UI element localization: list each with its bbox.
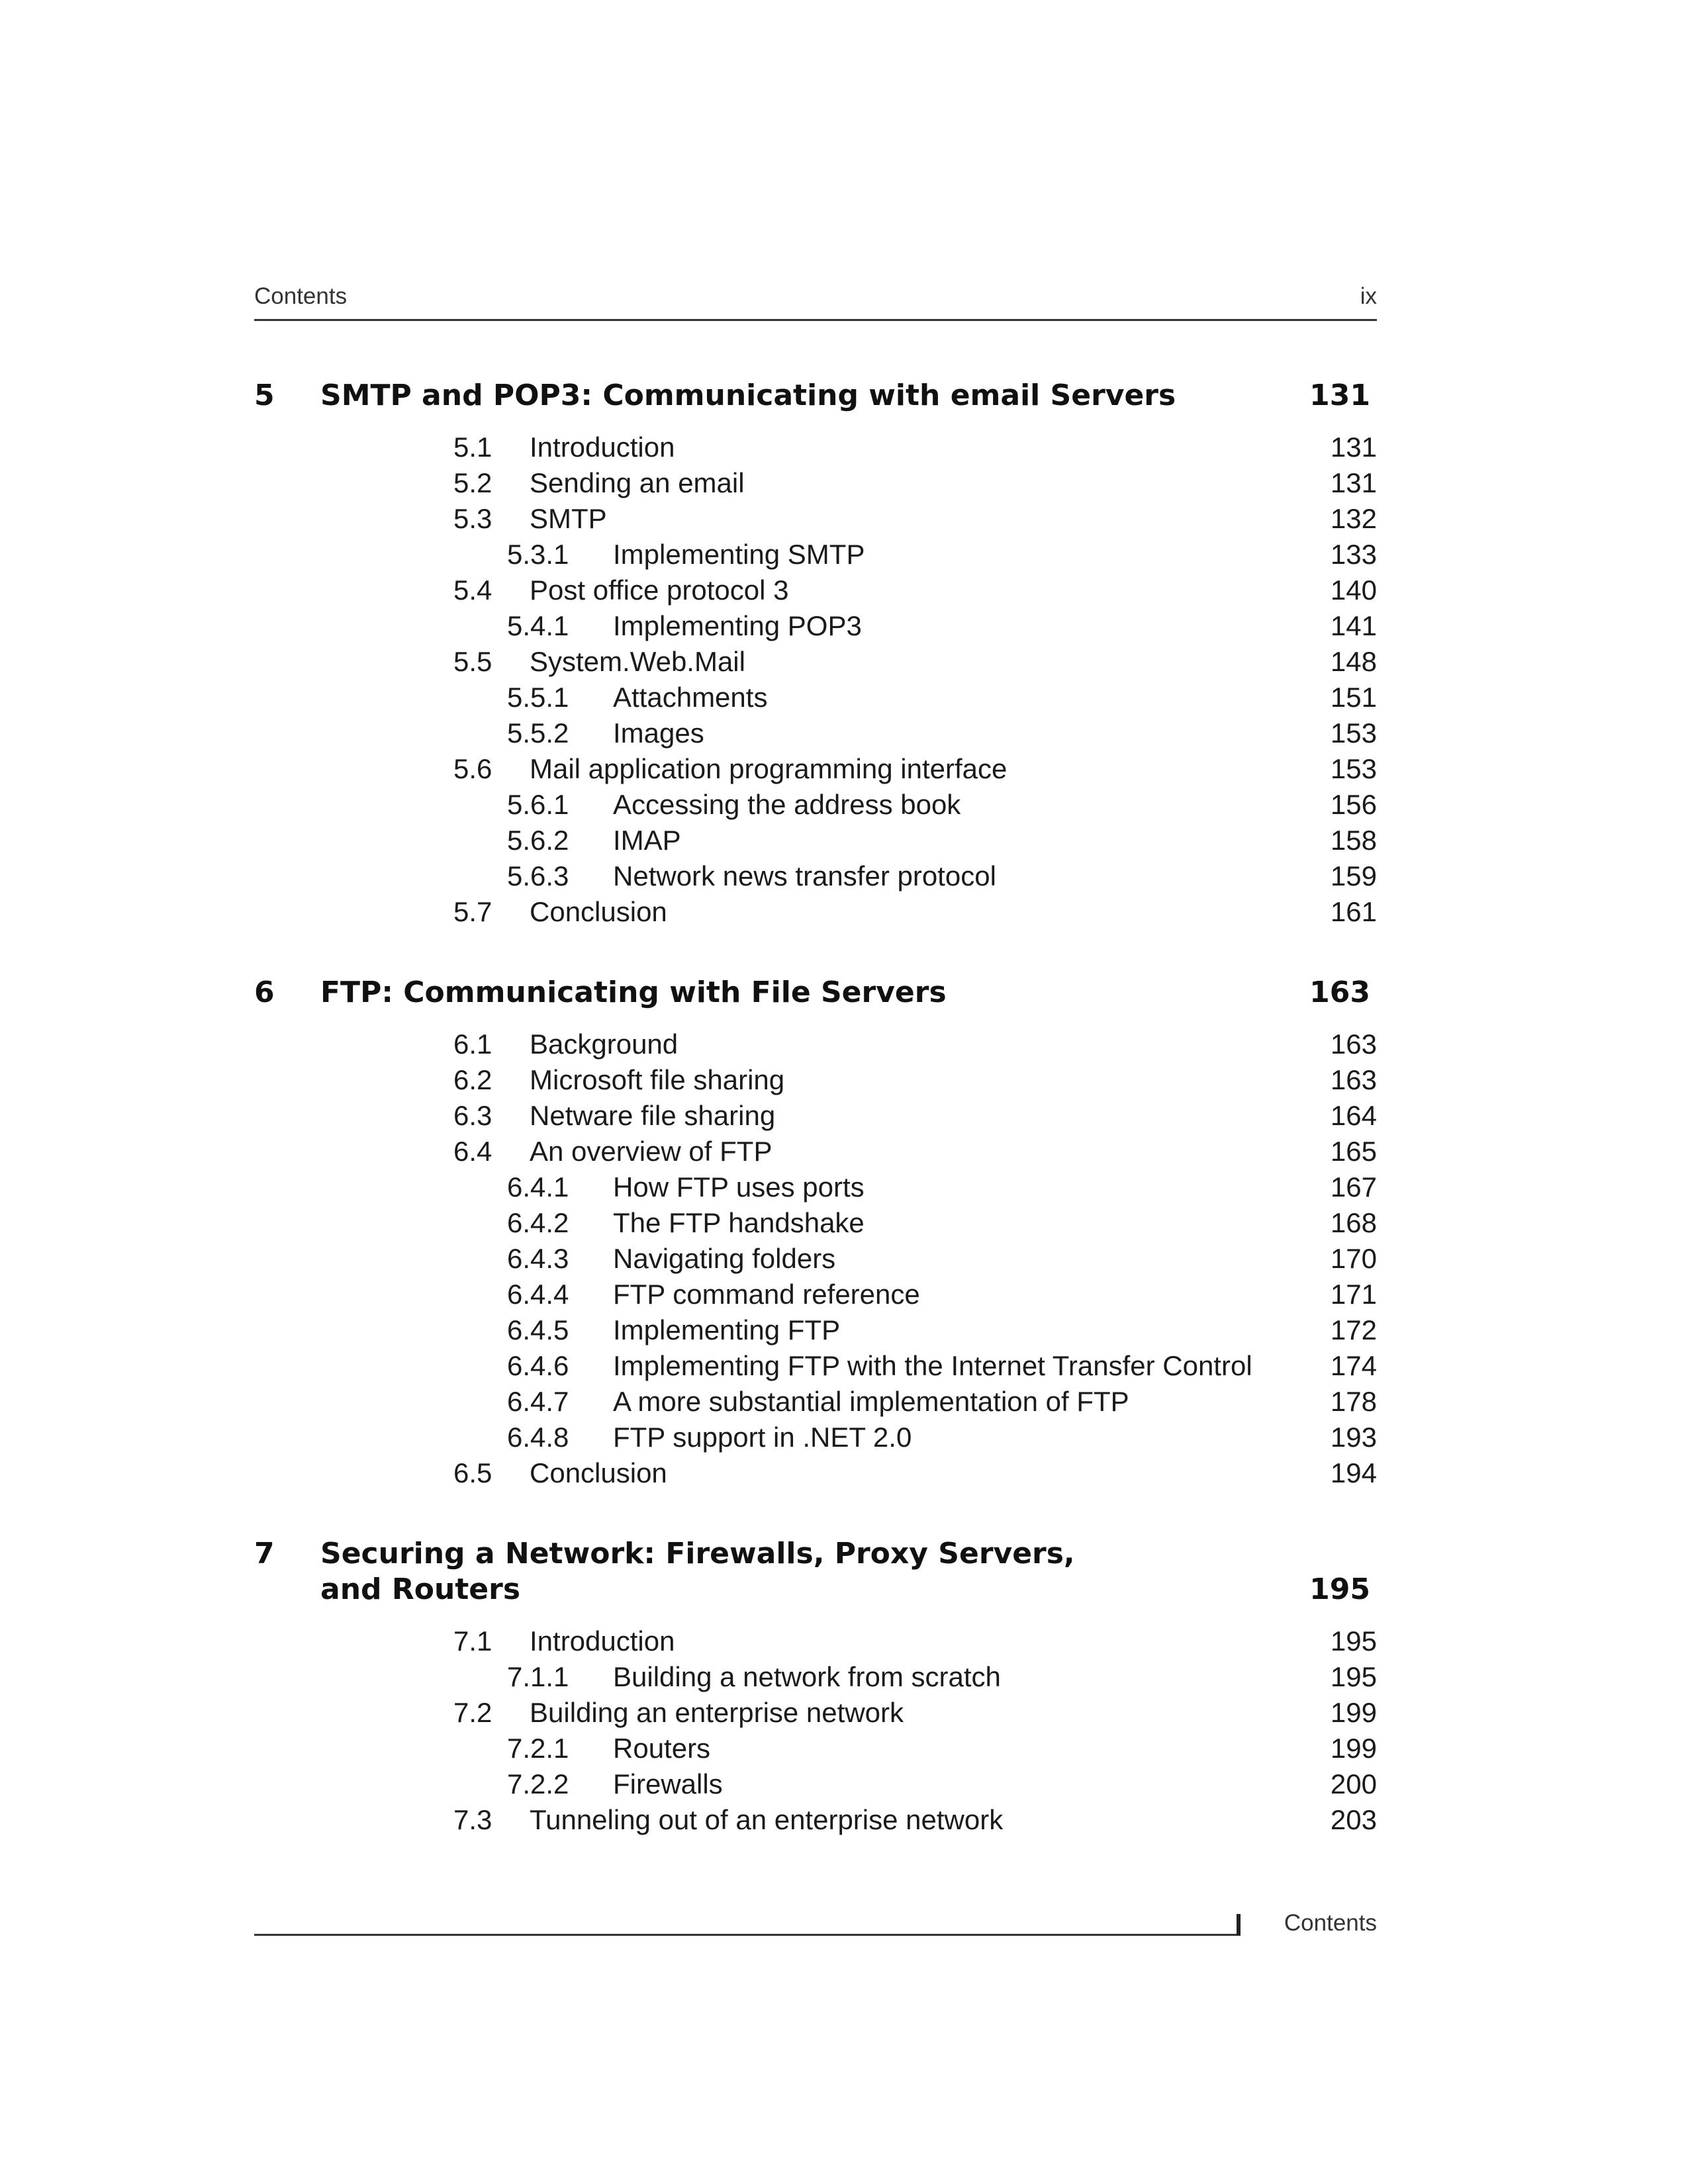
toc-subentry (0, 1768, 1688, 1804)
subsection-page: 200 (1330, 1768, 1377, 1799)
chapter-page: 195 (1309, 1572, 1370, 1606)
section-number: 5.5 (453, 646, 492, 677)
section-number: 6.4 (453, 1136, 492, 1167)
chapter-title-line2: and Routers (320, 1572, 521, 1606)
subsection-title: Attachments (613, 682, 768, 713)
section-number: 6.1 (453, 1028, 492, 1060)
section-number: 7.3 (453, 1804, 492, 1835)
section-page: 163 (1330, 1064, 1377, 1095)
subsection-page: 195 (1330, 1661, 1377, 1692)
subsection-number: 5.3.1 (507, 539, 569, 570)
subsection-number: 6.4.7 (507, 1386, 569, 1417)
toc-entry (0, 1625, 1688, 1661)
subsection-number: 5.6.3 (507, 860, 569, 891)
toc-subentry (0, 1350, 1688, 1386)
toc-entry (0, 574, 1688, 610)
chapter-number: 6 (254, 976, 275, 1009)
section-title: Building an enterprise network (530, 1697, 904, 1728)
section-title: Post office protocol 3 (530, 574, 789, 606)
subsection-title: Firewalls (613, 1768, 723, 1799)
subsection-number: 6.4.8 (507, 1422, 569, 1453)
footer-tick (1237, 1914, 1241, 1935)
section-title: Background (530, 1028, 679, 1060)
subsection-title: Implementing FTP with the Internet Transfer Control (613, 1350, 1252, 1381)
toc-entry (0, 1028, 1688, 1064)
subsection-number: 6.4.6 (507, 1350, 569, 1381)
page-number: ix (1360, 283, 1377, 309)
section-title: Introduction (530, 1625, 675, 1657)
section-page: 165 (1330, 1136, 1377, 1167)
subsection-number: 6.4.5 (507, 1314, 569, 1345)
section-number: 6.5 (453, 1457, 492, 1488)
section-title: SMTP (530, 503, 607, 534)
subsection-page: 156 (1330, 789, 1377, 820)
section-number: 5.1 (453, 432, 492, 463)
toc-subentry (0, 610, 1688, 646)
subsection-title: Accessing the address book (613, 789, 961, 820)
toc-subentry (0, 1279, 1688, 1314)
toc-subentry (0, 825, 1688, 860)
section-page: 132 (1330, 503, 1377, 534)
toc-subentry (0, 1661, 1688, 1697)
toc-subentry (0, 717, 1688, 753)
subsection-number: 6.4.4 (507, 1279, 569, 1310)
toc-entry (0, 1697, 1688, 1733)
section-page: 199 (1330, 1697, 1377, 1728)
subsection-title: How FTP uses ports (613, 1171, 865, 1203)
subsection-page: 133 (1330, 539, 1377, 570)
chapter-page: 163 (1309, 976, 1370, 1009)
subsection-number: 7.1.1 (507, 1661, 569, 1692)
toc-subentry (0, 789, 1688, 825)
toc-subentry (0, 1733, 1688, 1768)
subsection-title: Routers (613, 1733, 711, 1764)
section-page: 153 (1330, 753, 1377, 784)
toc-entry (0, 896, 1688, 932)
subsection-page: 174 (1330, 1350, 1377, 1381)
running-footer (254, 1906, 1377, 1946)
section-page: 163 (1330, 1028, 1377, 1060)
section-page: 148 (1330, 646, 1377, 677)
chapter-number: 5 (254, 379, 275, 412)
subsection-title: FTP command reference (613, 1279, 920, 1310)
subsection-title: Building a network from scratch (613, 1661, 1001, 1692)
toc-entry (0, 503, 1688, 539)
subsection-number: 5.5.1 (507, 682, 569, 713)
subsection-number: 6.4.3 (507, 1243, 569, 1274)
subsection-page: 167 (1330, 1171, 1377, 1203)
subsection-title: The FTP handshake (613, 1207, 865, 1238)
section-page: 164 (1330, 1100, 1377, 1131)
section-page: 203 (1330, 1804, 1377, 1835)
toc-entry (0, 1064, 1688, 1100)
toc-subentry (0, 1207, 1688, 1243)
footer-rule (254, 1934, 1241, 1936)
subsection-number: 6.4.1 (507, 1171, 569, 1203)
section-page: 195 (1330, 1625, 1377, 1657)
section-title: Conclusion (530, 1457, 667, 1488)
running-header-title: Contents (254, 283, 348, 309)
toc-entry (0, 1457, 1688, 1493)
subsection-number: 7.2.2 (507, 1768, 569, 1799)
section-title: Conclusion (530, 896, 667, 927)
running-header (254, 278, 1377, 321)
toc-entry (0, 467, 1688, 503)
subsection-title: Images (613, 717, 704, 749)
section-title: Introduction (530, 432, 675, 463)
section-number: 7.2 (453, 1697, 492, 1728)
chapter-title: SMTP and POP3: Communicating with email Servers (320, 379, 1176, 412)
subsection-number: 5.4.1 (507, 610, 569, 641)
subsection-number: 6.4.2 (507, 1207, 569, 1238)
section-page: 161 (1330, 896, 1377, 927)
subsection-page: 171 (1330, 1279, 1377, 1310)
section-number: 7.1 (453, 1625, 492, 1657)
section-title: Netware file sharing (530, 1100, 776, 1131)
chapter-heading (254, 379, 1377, 418)
subsection-number: 5.5.2 (507, 717, 569, 749)
subsection-page: 153 (1330, 717, 1377, 749)
subsection-page: 151 (1330, 682, 1377, 713)
subsection-page: 193 (1330, 1422, 1377, 1453)
section-number: 5.2 (453, 467, 492, 498)
toc-subentry (0, 682, 1688, 717)
toc-subentry (0, 1171, 1688, 1207)
section-title: Tunneling out of an enterprise network (530, 1804, 1004, 1835)
section-page: 194 (1330, 1457, 1377, 1488)
toc-entry (0, 1804, 1688, 1840)
chapter-title: FTP: Communicating with File Servers (320, 976, 947, 1009)
toc-entry (0, 1136, 1688, 1171)
subsection-page: 158 (1330, 825, 1377, 856)
subsection-title: Navigating folders (613, 1243, 836, 1274)
toc-entry (0, 432, 1688, 467)
chapter-title: Securing a Network: Firewalls, Proxy Servers, (320, 1537, 1075, 1570)
section-title: System.Web.Mail (530, 646, 745, 677)
subsection-page: 178 (1330, 1386, 1377, 1417)
footer-label: Contents (1284, 1910, 1377, 1936)
section-title: An overview of FTP (530, 1136, 773, 1167)
subsection-title: Implementing POP3 (613, 610, 862, 641)
subsection-number: 5.6.1 (507, 789, 569, 820)
section-page: 131 (1330, 467, 1377, 498)
section-title: Mail application programming interface (530, 753, 1008, 784)
toc-subentry (0, 1314, 1688, 1350)
toc-subentry (0, 539, 1688, 574)
section-page: 131 (1330, 432, 1377, 463)
toc-subentry (0, 1243, 1688, 1279)
toc-entry (0, 1100, 1688, 1136)
subsection-page: 199 (1330, 1733, 1377, 1764)
subsection-page: 168 (1330, 1207, 1377, 1238)
toc-subentry (0, 1386, 1688, 1422)
section-number: 6.3 (453, 1100, 492, 1131)
toc-subentry (0, 1422, 1688, 1457)
section-page: 140 (1330, 574, 1377, 606)
section-number: 5.7 (453, 896, 492, 927)
subsection-title: Implementing SMTP (613, 539, 865, 570)
chapter-page: 131 (1309, 379, 1370, 412)
toc-subentry (0, 860, 1688, 896)
section-number: 6.2 (453, 1064, 492, 1095)
section-number: 5.6 (453, 753, 492, 784)
subsection-number: 7.2.1 (507, 1733, 569, 1764)
subsection-page: 141 (1330, 610, 1377, 641)
subsection-page: 172 (1330, 1314, 1377, 1345)
toc-entry (0, 753, 1688, 789)
toc-entry (0, 646, 1688, 682)
subsection-title: IMAP (613, 825, 681, 856)
section-title: Sending an email (530, 467, 745, 498)
subsection-title: FTP support in .NET 2.0 (613, 1422, 912, 1453)
section-title: Microsoft file sharing (530, 1064, 785, 1095)
subsection-title: Network news transfer protocol (613, 860, 996, 891)
subsection-number: 5.6.2 (507, 825, 569, 856)
section-number: 5.3 (453, 503, 492, 534)
section-number: 5.4 (453, 574, 492, 606)
subsection-title: Implementing FTP (613, 1314, 841, 1345)
subsection-title: A more substantial implementation of FTP (613, 1386, 1129, 1417)
subsection-page: 159 (1330, 860, 1377, 891)
chapter-heading (254, 976, 1377, 1015)
chapter-heading (254, 1537, 1377, 1606)
subsection-page: 170 (1330, 1243, 1377, 1274)
chapter-number: 7 (254, 1537, 275, 1570)
